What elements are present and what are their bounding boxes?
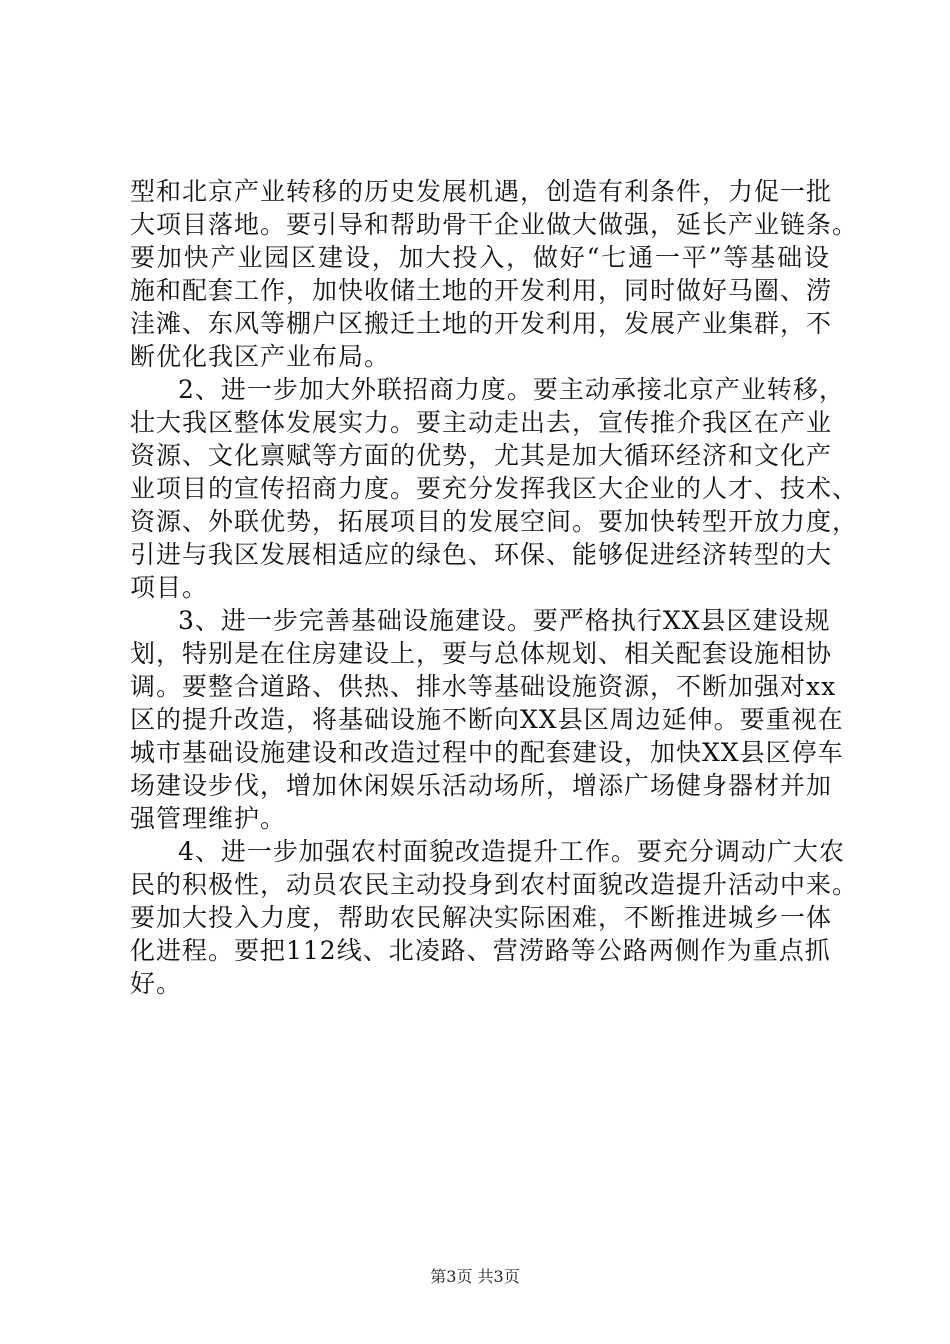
text-line: 城市基础设施建设和改造过程中的配套建设，加快XX县区停车 xyxy=(130,738,844,767)
text-line: 资源、文化禀赋等方面的优势，尤其是加大循环经济和文化产 xyxy=(130,441,833,470)
text-line: 好。 xyxy=(130,969,183,998)
page-footer: 第3页 共3页 xyxy=(430,1267,520,1286)
body-text xyxy=(130,175,859,1000)
text-line: 化进程。要把112线、北凌路、营涝路等公路两侧作为重点抓 xyxy=(130,936,831,965)
text-line: 调。要整合道路、供热、排水等基础设施资源，不断加强对xx xyxy=(130,672,837,701)
text-line: 大项目落地。要引导和帮助骨干企业做大做强，延长产业链条。 xyxy=(130,210,859,239)
text-line: 民的积极性，动员农民主动投身到农村面貌改造提升活动中来。 xyxy=(130,870,859,899)
text-line: 3、进一步完善基础设施建设。要严格执行XX县区建设规 xyxy=(178,606,831,635)
text-line: 项目。 xyxy=(130,573,209,602)
text-line: 壮大我区整体发展实力。要主动走出去，宣传推介我区在产业 xyxy=(130,408,833,437)
text-line: 2、进一步加大外联招商力度。要主动承接北京产业转移， xyxy=(178,375,845,404)
text-line: 场建设步伐，增加休闲娱乐活动场所，增添广场健身器材并加 xyxy=(130,771,833,800)
text-line: 强管理维护。 xyxy=(130,804,287,833)
text-line: 4、进一步加强农村面貌改造提升工作。要充分调动广大农 xyxy=(178,837,845,866)
text-line: 业项目的宣传招商力度。要充分发挥我区大企业的人才、技术、 xyxy=(130,474,859,503)
text-line: 资源、外联优势，拓展项目的发展空间。要加快转型开放力度， xyxy=(130,507,859,536)
text-line: 区的提升改造，将基础设施不断向XX县区周边延伸。要重视在 xyxy=(130,705,844,734)
text-line: 引进与我区发展相适应的绿色、环保、能够促进经济转型的大 xyxy=(130,540,833,569)
text-line: 要加快产业园区建设，加大投入，做好“七通一平”等基础设 xyxy=(130,243,830,272)
text-line: 型和北京产业转移的历史发展机遇，创造有利条件，力促一批 xyxy=(130,177,833,206)
text-line: 划，特别是在住房建设上，要与总体规划、相关配套设施相协 xyxy=(130,639,833,668)
text-line: 要加大投入力度，帮助农民解决实际困难，不断推进城乡一体 xyxy=(130,903,833,932)
text-line: 施和配套工作，加快收储土地的开发利用，同时做好马圈、涝 xyxy=(130,276,833,305)
text-line: 洼滩、东风等棚户区搬迁土地的开发利用，发展产业集群，不 xyxy=(130,309,833,338)
text-line: 断优化我区产业布局。 xyxy=(130,342,391,371)
